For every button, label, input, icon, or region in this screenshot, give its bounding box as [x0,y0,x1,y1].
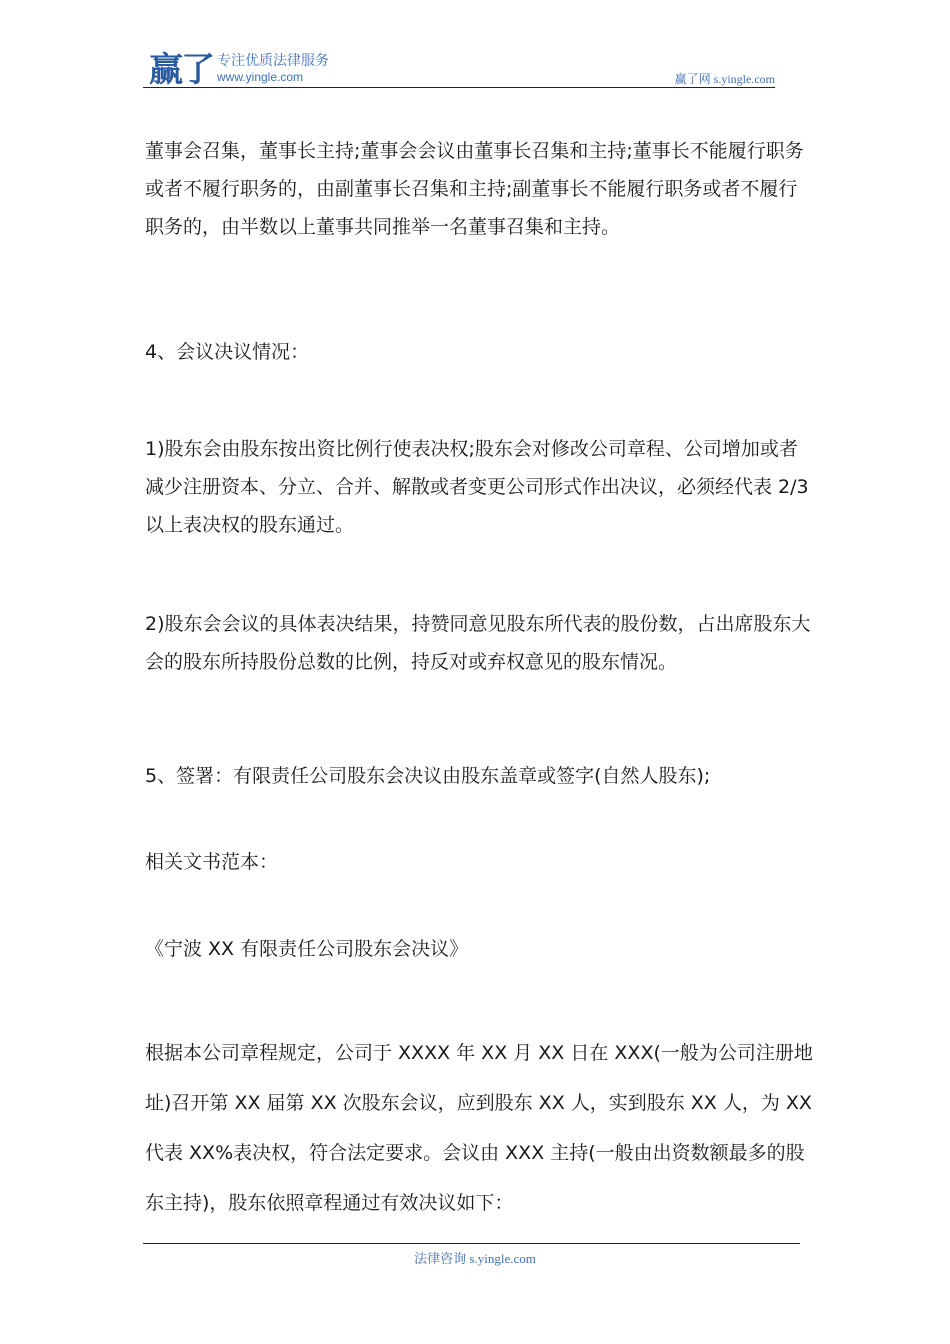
paragraph-voting-rights: 1)股东会由股东按出资比例行使表决权;股东会对修改公司章程、公司增加或者减少注册资本、分立、合并、解散或者变更公司形式作出决议，必须经代表 2/3 以上表决权的股东通过。 [145,438,809,536]
header-site-link[interactable]: 赢了网 s.yingle.com [674,72,775,86]
logo-mark: 赢了 [149,50,213,90]
page-header [143,48,803,88]
footer-divider [143,1243,800,1244]
paragraph-related-templates: 相关文书范本： [145,851,279,873]
template-title: 《宁波 XX 有限责任公司股东会决议》 [145,938,469,960]
paragraph-meeting-details: 根据本公司章程规定，公司于 XXXX 年 XX 月 XX 日在 XXX(一般为公司注册地址)召开第 XX 届第 XX 次股东会议，应到股东 XX 人，实到股东 XX 人，为 XX 代表 XX%表决权，符合法定要求。会议由 XXX 主持(一般由出资数额最多的股东主持)，股东依照章程通过有效决议如下： [145,1042,813,1214]
header-divider [143,87,775,88]
paragraph-board-convening: 董事会召集，董事长主持;董事会会议由董事长召集和主持;董事长不能履行职务或者不履行职务的，由副董事长召集和主持;副董事长不能履行职务或者不履行职务的，由半数以上董事共同推举一名董事召集和主持。 [145,140,804,238]
paragraph-voting-results: 2)股东会会议的具体表决结果，持赞同意见股东所代表的股份数，占出席股东大会的股东所持股份总数的比例，持反对或弃权意见的股东情况。 [145,613,811,673]
section-heading-resolution: 4、会议决议情况： [145,341,310,363]
logo-url[interactable]: www.yingle.com [217,70,304,84]
section-heading-signature: 5、签署：有限责任公司股东会决议由股东盖章或签字(自然人股东); [145,765,711,787]
logo-slogan: 专注优质法律服务 [217,53,329,69]
footer-link[interactable]: 法律咨询 s.yingle.com [414,1251,536,1266]
